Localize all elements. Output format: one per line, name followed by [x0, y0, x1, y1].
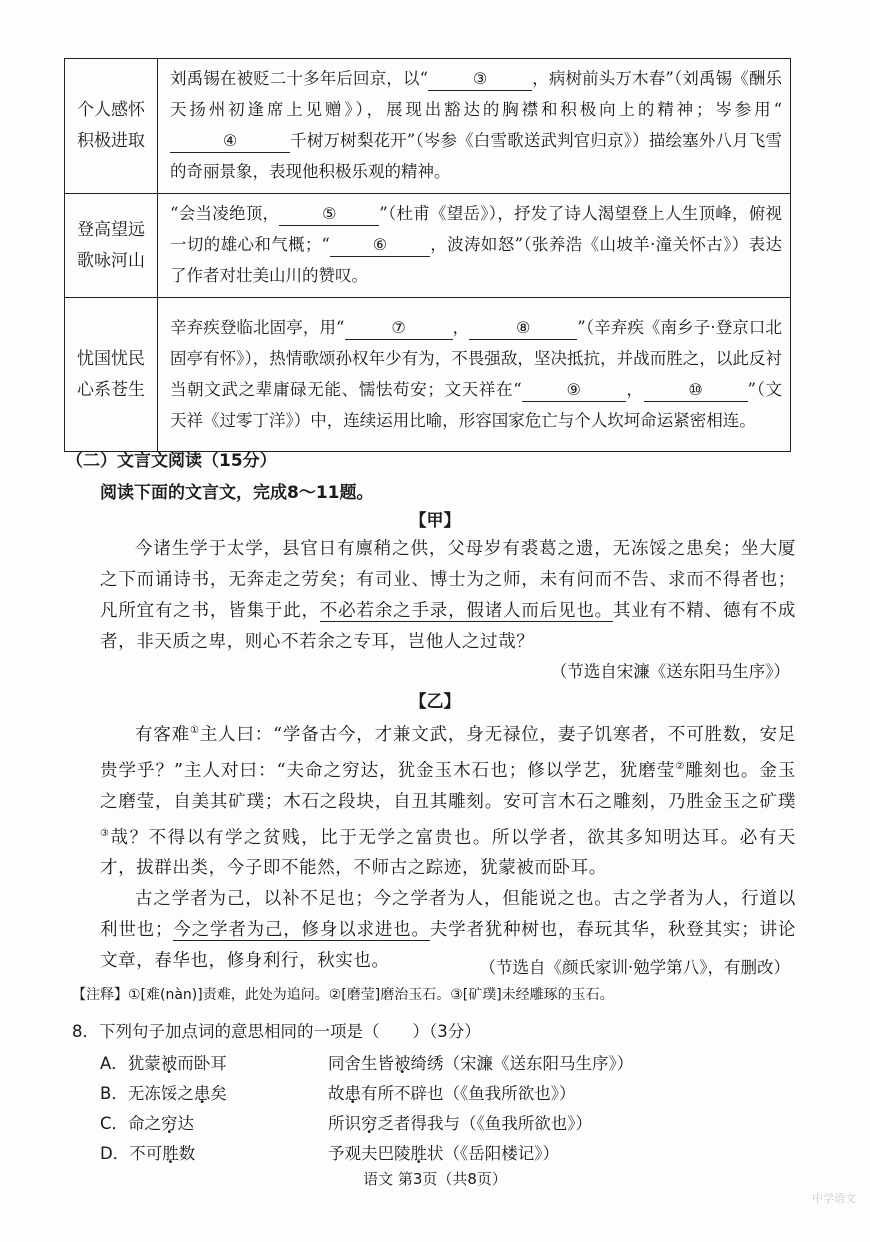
note-marker: ②	[675, 760, 686, 772]
content-text: ”（文天祥《过零丁洋》）中，连续运用比喻，形容国家危亡与个人坎坷命运紧密相连。	[170, 379, 783, 430]
option-d[interactable]	[100, 1140, 800, 1166]
category-cell	[65, 298, 158, 452]
option-text: 所识	[328, 1114, 361, 1133]
note-marker: ③	[100, 827, 111, 839]
category-line-1: 忧国忧民	[77, 348, 145, 369]
option-text: 数	[178, 1144, 196, 1163]
passage-text: 其业有不精、德有不成者，非天质之卑，则心不若余之专耳，岂他人之过哉？	[100, 601, 796, 652]
passage-text: 主人曰：“学备古今，才兼文武，身无禄位，妻子饥寒者，不可胜数，安足贵学乎？”主人对曰：“夫命之穷达，犹金玉木石也；修以学艺，犹磨莹	[100, 724, 796, 781]
option-c[interactable]	[100, 1110, 800, 1136]
dotted-word: 被	[160, 1054, 178, 1073]
question-8-stem: 8．下列句子加点词的意思相同的一项是（ ）（3分）	[72, 1022, 481, 1041]
table-row	[65, 298, 791, 452]
option-text: A．犹蒙	[100, 1054, 161, 1073]
passage-text: 古之学者为己，以补不足也；今之学者为人，但能说之也。古之学者为人，行道以利世也；	[100, 889, 796, 941]
passage-text: 有客难	[135, 724, 190, 745]
dotted-word: 患	[344, 1084, 361, 1103]
page-footer: 语文 第3页（共8页）	[363, 1170, 507, 1188]
passage-text: 今诸生学于太学，县官日有廪稍之供，父母岁有裘葛之遗，无冻馁之患矣；坐大厦之下而诵诗书，无奔走之劳矣；有司业、博士为之师，未有问而不告、求而不得者也；凡所宜有之书，皆集于此，	[100, 539, 796, 621]
option-text: 同舍生皆	[328, 1054, 394, 1073]
blank-4[interactable]: ④	[170, 130, 290, 153]
underlined-sentence: 今之学者为己，修身以求进也。	[173, 920, 430, 941]
content-text: ，波涛如怒”（张养浩《山坡羊·潼关怀古》）表达了作者对壮美山川的赞叹。	[170, 235, 782, 285]
poetry-fill-table	[64, 58, 791, 452]
option-text: 故	[328, 1084, 345, 1103]
option-text: 有所不辟也（《鱼我所欲也》）	[361, 1084, 576, 1103]
option-a[interactable]	[100, 1050, 800, 1076]
underlined-sentence: 不必若余之手录，假诸人而后见也。	[319, 601, 613, 621]
dotted-word: 患	[193, 1084, 211, 1103]
dotted-word: 胜	[410, 1144, 427, 1163]
content-cell	[158, 298, 791, 452]
content-text: 刘禹锡在被贬二十多年后回京，以“	[170, 69, 429, 88]
watermark: 中学语文	[812, 1192, 856, 1205]
option-right	[328, 1140, 559, 1164]
content-cell	[158, 59, 791, 194]
content-text: “会当凌绝顶，	[170, 204, 280, 223]
table-row	[65, 59, 791, 194]
content-text: 辛弃疾登临北固亭，用“	[170, 317, 345, 337]
option-text: 绮绣（宋濂《送东阳马生序》）	[410, 1054, 634, 1073]
option-b[interactable]	[100, 1080, 800, 1106]
dotted-word: 被	[394, 1054, 411, 1073]
content-text: ”（杜甫《望岳》），抒发了诗人渴望登上人生顶峰，俯视一切的雄心和气概；“	[170, 204, 783, 254]
option-text: B．无冻馁之	[100, 1084, 194, 1103]
category-line-2: 心系苍生	[77, 379, 145, 400]
option-text: 予观夫巴陵	[328, 1144, 411, 1163]
annotations: 【注释】①[难(nàn)]责难，此处为追问。②[磨莹]磨治玉石。③[矿璞]未经雕琢的玉石。	[72, 987, 614, 1003]
dotted-word: 穷	[361, 1114, 378, 1133]
category-cell	[65, 194, 158, 298]
content-text: ”（辛弃疾《南乡子·登京口北固亭有怀》），热情歌颂孙权年少有为，不畏强敌，坚决抵抗，并战而胜之，以此反衬当朝文武之辈庸碌无能、懦怯苟安；文天祥在“	[170, 317, 783, 399]
category-line-1: 登高望远	[77, 219, 145, 240]
section-instruction: 阅读下面的文言文，完成8～11题。	[100, 483, 374, 503]
option-left	[100, 1140, 195, 1164]
option-text: C．命之	[100, 1114, 162, 1133]
category-line-2: 积极进取	[77, 131, 145, 151]
option-right	[328, 1080, 576, 1104]
passage-yi	[100, 715, 796, 977]
option-left	[100, 1110, 194, 1134]
content-text: ，	[625, 379, 644, 399]
passage-yi-source: （节选自《颜氏家训·勉学第八》，有删改）	[479, 958, 790, 977]
dotted-word: 胜	[162, 1144, 179, 1163]
option-text: 乏者得我与（《鱼我所欲也》）	[377, 1114, 592, 1133]
passage-text: 雕刻也。金玉之磨莹，自美其矿璞；木石之段块，自丑其雕刻。安可言木石之雕刻，乃胜金玉之矿璞	[100, 760, 796, 812]
passage-yi-paragraph-1	[100, 715, 796, 884]
category-line-1: 个人感怀	[77, 100, 145, 120]
content-text: ，	[452, 317, 470, 337]
blank-6[interactable]: ⑥	[330, 234, 430, 257]
category-line-2: 歌咏河山	[77, 250, 145, 271]
blank-10[interactable]: ⑩	[644, 379, 748, 402]
blank-9[interactable]: ⑨	[522, 379, 626, 402]
option-text: 而卧耳	[177, 1054, 227, 1073]
table-row	[65, 194, 791, 298]
passage-jia	[100, 534, 796, 658]
option-left	[100, 1080, 227, 1104]
passage-text: 夫学者犹种树也，春玩其华，秋登其实；讲论文章，春华也，修身利行，秋实也。	[100, 920, 796, 972]
option-left	[100, 1050, 227, 1074]
option-text: 矣	[210, 1084, 227, 1103]
content-cell	[158, 194, 791, 298]
option-right	[328, 1110, 592, 1134]
passage-yi-title: 【乙】	[409, 692, 461, 712]
content-text: ，病树前头万木春”（刘禹锡《酬乐天扬州初逢席上见赠》），展现出豁达的胸襟和积极向上的精神；岑参用“	[170, 69, 783, 119]
passage-text: 哉？不得以有学之贫贱，比于无学之富贵也。所以学者，欲其多知明达耳。必有天才，拔群出类，今子即不能然，不师古之踪迹，犹蒙被而卧耳。	[100, 827, 796, 879]
blank-8[interactable]: ⑧	[469, 317, 577, 340]
dotted-word: 穷	[161, 1114, 178, 1133]
content-text: 千树万树梨花开”（岑参《白雪歌送武判官归京》）描绘塞外八月飞雪的奇丽景象，表现他积极乐观的精神。	[170, 131, 782, 181]
blank-5[interactable]: ⑤	[279, 203, 379, 226]
option-text: 达	[177, 1114, 195, 1133]
option-right	[328, 1050, 633, 1074]
section-title: （二）文言文阅读（15分）	[66, 451, 277, 471]
passage-jia-paragraph	[100, 534, 796, 658]
passage-jia-source: （节选自宋濂《送东阳马生序》）	[550, 662, 790, 681]
option-text: D．不可	[100, 1144, 163, 1163]
blank-7[interactable]: ⑦	[345, 317, 453, 340]
category-cell	[65, 59, 158, 194]
option-text: 状（《岳阳楼记》）	[427, 1144, 559, 1163]
note-marker: ①	[190, 725, 200, 736]
passage-jia-title: 【甲】	[409, 511, 461, 531]
blank-3[interactable]: ③	[428, 68, 532, 91]
